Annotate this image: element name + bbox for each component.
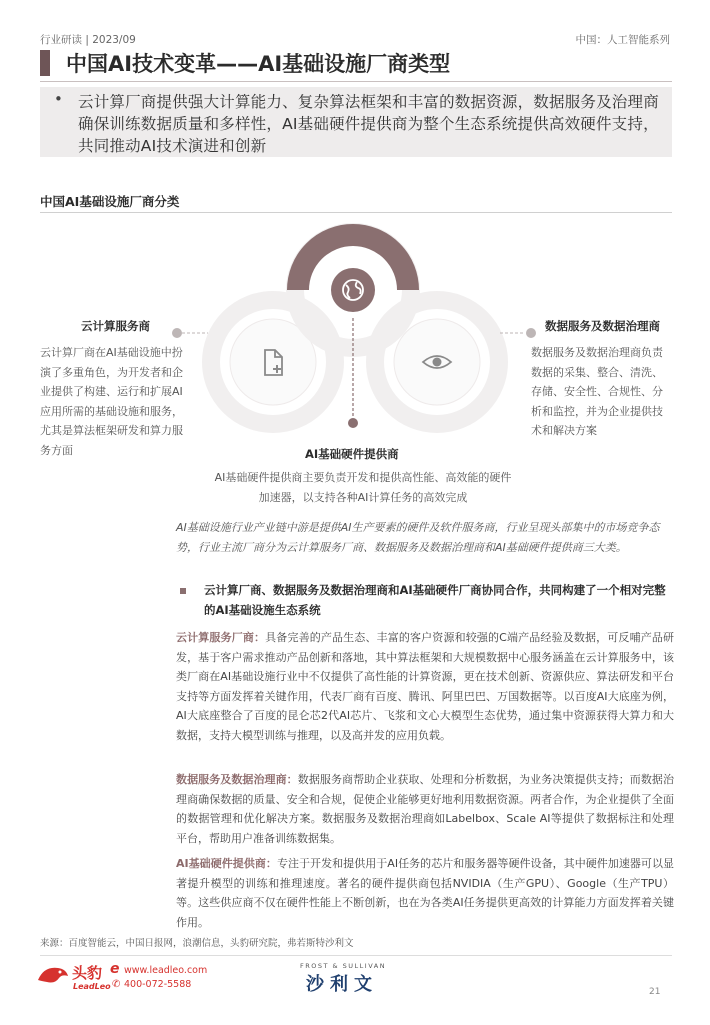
brand-e-icon: e [110,961,120,977]
key-point-text: 云计算厂商、数据服务及数据治理商和AI基础硬件厂商协同合作，共同构建了一个相对完整的AI基础设施生态系统 [204,583,666,617]
section-title: 中国AI基础设施厂商分类 [40,194,180,209]
right-category-desc: 数据服务及数据治理商负责数据的采集、整合、清洗、存储、安全性、合规性、分析和监控，并为企业提供技术和解决方案 [531,346,663,437]
left-category-desc: 云计算厂商在AI基础设施中扮演了多重角色，为开发者和企业提供了构建、运行和扩展AI应用所需的基础设施和服务，尤其是算法框架研发和算力服务方面 [40,346,183,457]
brand-website[interactable]: www.leadleo.com [124,965,208,976]
paragraph-data-label: 数据服务及数据治理商： [176,773,298,786]
bottom-category-label: AI基础硬件提供商 [305,447,399,461]
brand-cn: 头豹 [72,964,103,982]
left-connector-dot [172,328,182,338]
paragraph-hardware-text: 专注于开发和提供用于AI任务的芯片和服务器等硬件设备，其中硬件加速器可以显著提升模型的训练和推理速度。著名的硬件提供商包括NVIDIA（生产GPU）、Google（生产TPU）等。这些供应商不仅在硬件性能上不断创新，也在为各类AI任务提供更高效的计算能力方面发挥着关键作用。 [176,857,674,929]
paragraph-data-text: 数据服务商帮助企业获取、处理和分析数据，为业务决策提供支持；而数据治理商确保数据的质量、安全和合规，促使企业能够更好地利用数据资源。两者合作，为企业提供了全面的数据管理和优化解决方案。数据服务及数据治理商如Labelbox、Scale AI等提供了数据标注和处理平台，帮助用户准备训练数据集。 [176,773,674,845]
paragraph-cloud [176,628,674,745]
source-note: 来源：百度智能云，中国日报网，浪潮信息，头豹研究院，弗若斯特沙利文 [40,938,354,949]
bottom-connector-dot [348,418,358,428]
summary-text: 云计算厂商提供强大计算能力、复杂算法框架和丰富的数据资源，数据服务及治理商确保训练数据质量和多样性，AI基础硬件提供商为整个生态系统提供高效硬件支持，共同推动AI技术演进和创新 [78,93,659,155]
leopard-logo-icon [36,962,70,990]
right-category-label: 数据服务及数据治理商 [545,319,660,333]
paragraph-hardware [176,854,674,932]
globe-badge [331,268,375,312]
page-number: 21 [649,987,661,997]
partner-cn: 沙利文 [306,974,378,995]
paragraph-cloud-label: 云计算服务厂商： [176,631,266,644]
left-category-label: 云计算服务商 [81,319,150,333]
header-left: 行业研读 | 2023/09 [40,34,136,46]
partner-en: FROST & SULLIVAN [300,962,387,970]
right-connector-dot [526,328,536,338]
brand-en: LeadLeo [73,982,111,991]
italic-note: AI基础设施行业产业链中游是提供AI生产要素的硬件及软件服务商，行业呈现头部集中的市场竞争态势，行业主流厂商分为云计算服务厂商、数据服务及数据治理商和AI基础硬件提供商三大类。 [176,521,660,554]
header-right: 中国：人工智能系列 [575,34,670,46]
summary-bullet: • [54,90,63,108]
paragraph-cloud-text: 具备完善的产品生态、丰富的客户资源和较强的C端产品经验及数据，可反哺产品研发，基于客户需求推动产品创新和落地，其中算法框架和大规模数据中心服务涵盖在云计算服务中，该类厂商在AI基础设施行业中不仅提供了高性能的计算资源，更在技术创新、资源供应、算法研发和平台支持等方面发挥着关键作用，代表厂商有百度、腾讯、阿里巴巴、万国数据等。以百度AI大底座为例，AI大底座整合了百度的昆仑芯2代AI芯片、飞浆和文心大模型生态优势，通过集中资源获得大算力和大数据，支持大模型训练与推理，以及高并发的应用负载。 [176,631,674,742]
bottom-category-desc: AI基础硬件提供商主要负责开发和提供高性能、高效能的硬件加速器，以支持各种AI计算任务的高效完成 [214,471,512,504]
phone-icon: ✆ [112,979,121,990]
paragraph-data [176,770,674,848]
paragraph-hardware-label: AI基础硬件提供商： [176,857,277,870]
brand-phone: 400-072-5588 [124,979,192,990]
key-point-bullet [180,588,186,594]
page-title: 中国AI技术变革——AI基础设施厂商类型 [66,52,451,76]
footer-divider [40,955,672,956]
